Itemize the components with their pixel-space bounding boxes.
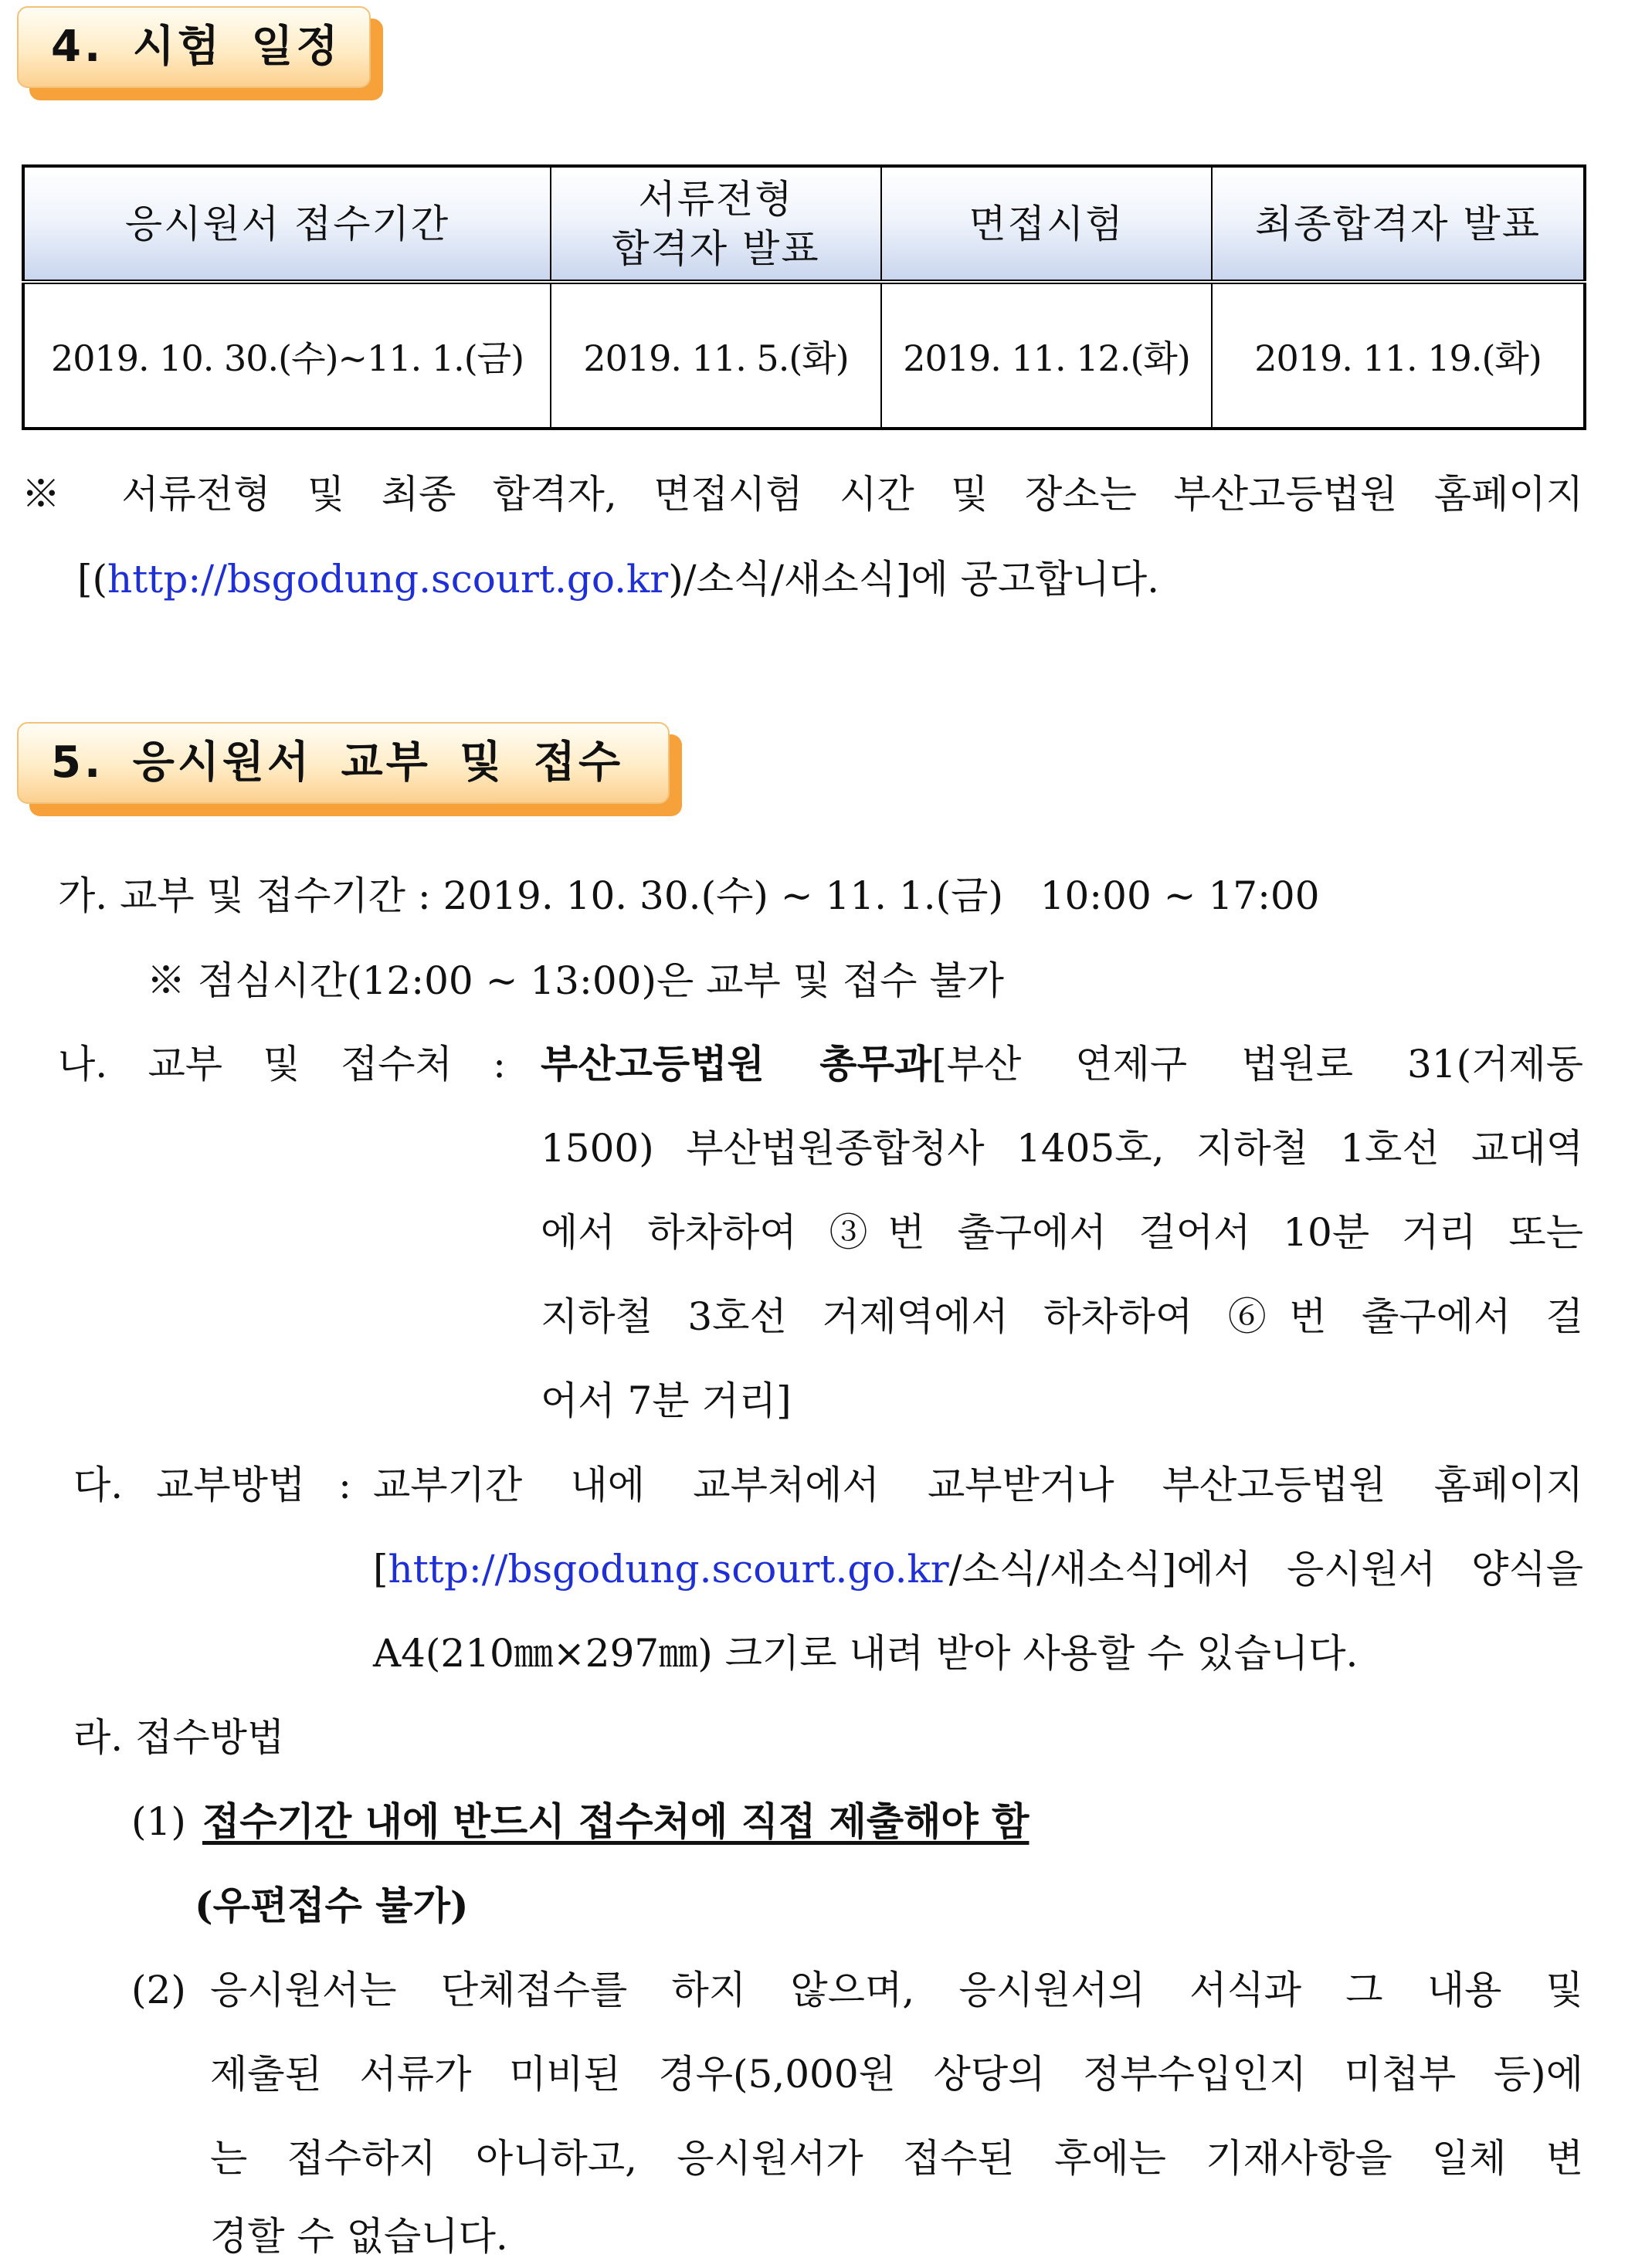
item-na-line-4: 지하철 3호선 거제역에서 하차하여 ⑥번 출구에서 걸 [541, 1294, 1583, 1339]
item-na-label: 나. 교부 및 접수처 : [58, 1042, 506, 1087]
item-da-line-2-rest: /소식/새소식]에서 응시원서 양식을 [948, 1547, 1583, 1592]
item-ra-2-line-4: 경할 수 없습니다. [210, 2214, 508, 2259]
col-header-document-screening-line2: 합격자 발표 [612, 225, 820, 271]
item-da-line-2 [373, 1546, 1583, 1592]
item-ra-2-line-2: 제출된 서류가 미비된 경우(5,000원 상당의 정부수입인지 미첩부 등)에 [210, 2052, 1583, 2097]
item-da-line-3: A4(210㎜×297㎜) 크기로 내려 받아 사용할 수 있습니다. [373, 1631, 1359, 1676]
section-4-title: 4. 시험 일정 [51, 22, 341, 72]
col-header-document-screening [551, 166, 881, 282]
item-na-line-3: 에서 하차하여 ③번 출구에서 걸어서 10분 거리 또는 [541, 1210, 1583, 1255]
item-ra-2-line-3: 는 접수하지 아니하고, 응시원서가 접수된 후에는 기재사항을 일체 변 [210, 2136, 1583, 2181]
section-5-header [17, 722, 670, 804]
bracket-open: [ [373, 1547, 388, 1592]
item-na-line-2: 1500) 부산법원종합청사 1405호, 지하철 1호선 교대역 [541, 1126, 1583, 1171]
homepage-link[interactable]: http://bsgodung.scourt.go.kr [107, 557, 669, 602]
item-ra-1-text: 접수기간 내에 반드시 접수처에 직접 제출해야 함 [202, 1798, 1030, 1844]
item-ra-1-num: (1) [131, 1799, 186, 1844]
table-row [23, 282, 1585, 429]
section-5-title: 5. 응시원서 교부 및 접수 [51, 737, 624, 788]
note-line-2-rest: )/소식/새소식]에 공고합니다. [668, 557, 1160, 602]
office-name: 부산고등법원 총무과 [541, 1041, 932, 1087]
col-header-final-announcement: 최종합격자 발표 [1212, 166, 1585, 282]
item-ra-2-num: (2) [131, 1968, 186, 2012]
item-ga-note: ※ 점심시간(12:00 ~ 13:00)은 교부 및 접수 불가 [147, 958, 1004, 1003]
cell-application-period: 2019. 10. 30.(수)~11. 1.(금) [23, 282, 551, 429]
col-header-application-period: 응시원서 접수기간 [23, 166, 551, 282]
note-bracket-open: [( [77, 557, 108, 602]
cell-interview: 2019. 11. 12.(화) [881, 282, 1212, 429]
cell-document-screening: 2019. 11. 5.(화) [551, 282, 881, 429]
item-da-label: 다. 교부방법 : [73, 1463, 351, 1507]
address-start: [부산 연제구 법원로 31(거제동 [931, 1042, 1584, 1087]
homepage-link[interactable]: http://bsgodung.scourt.go.kr [388, 1547, 949, 1592]
schedule-table [22, 164, 1586, 430]
item-ra: 라. 접수방법 [73, 1715, 285, 1760]
note-line-2 [77, 556, 1159, 602]
item-ga: 가. 교부 및 접수기간 : 2019. 10. 30.(수) ~ 11. 1.(금) 10:00 ~ 17:00 [58, 873, 1320, 918]
section-4-header [17, 6, 371, 88]
col-header-interview: 면접시험 [881, 166, 1212, 282]
cell-final-announcement: 2019. 11. 19.(화) [1212, 282, 1585, 429]
item-ra-1-sub: (우편접수 불가) [195, 1883, 469, 1928]
note-line-1: ※ 서류전형 및 최종 합격자, 면접시험 시간 및 장소는 부산고등법원 홈페이지 [22, 472, 1583, 517]
item-na-line-5: 어서 7분 거리] [541, 1378, 792, 1423]
item-ra-2-line-1: 응시원서는 단체접수를 하지 않으며, 응시원서의 서식과 그 내용 및 [210, 1968, 1583, 2012]
col-header-document-screening-line1: 서류전형 [638, 176, 794, 222]
item-na-line-1 [541, 1041, 1583, 1087]
table-header-row [23, 166, 1585, 282]
item-da-line-1: 교부기간 내에 교부처에서 교부받거나 부산고등법원 홈페이지 [373, 1463, 1583, 1507]
